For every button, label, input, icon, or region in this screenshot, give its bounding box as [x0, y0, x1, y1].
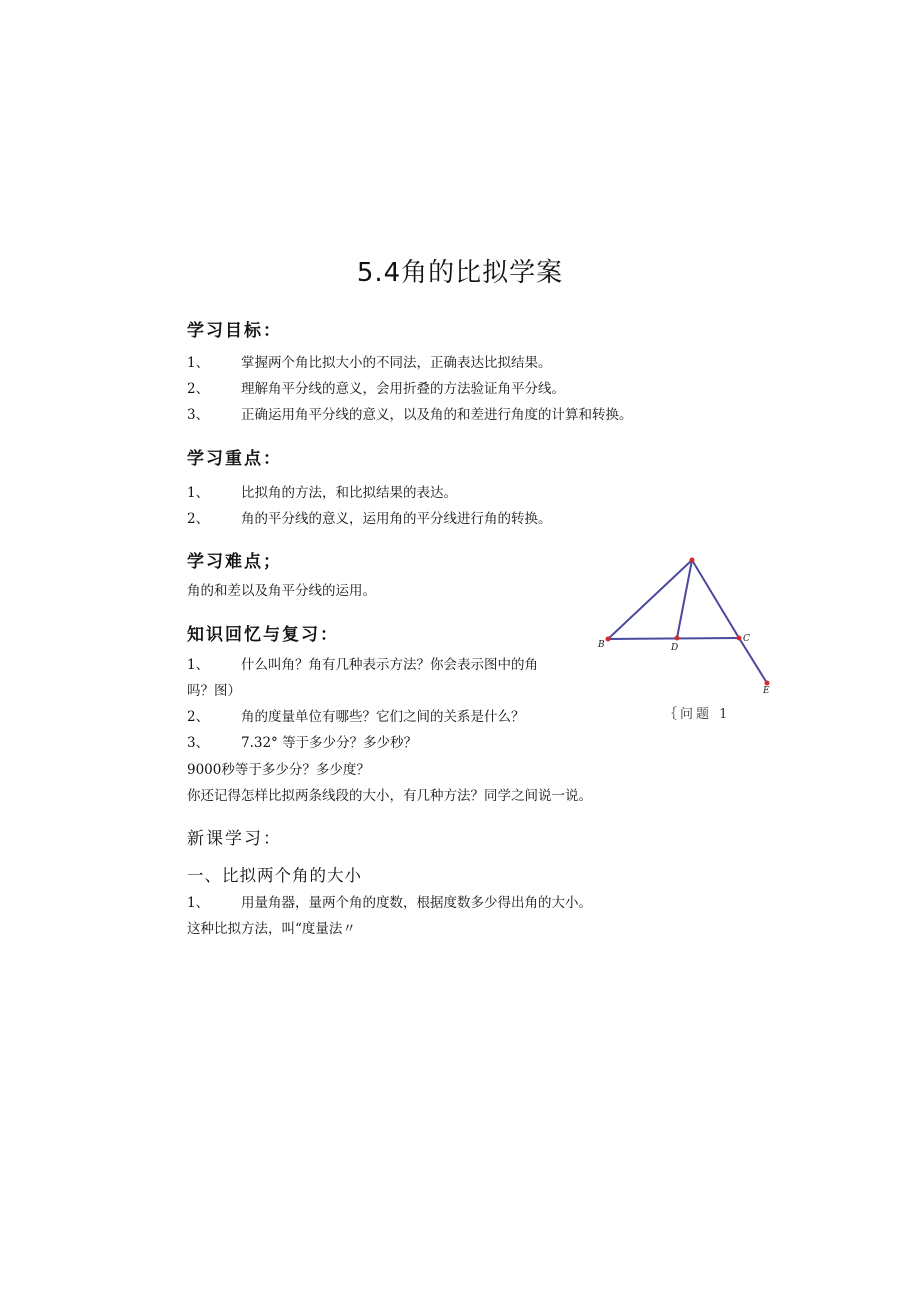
item-number: 3、 [187, 407, 210, 423]
item-text: 比拟角的方法，和比拟结果的表达。 [241, 485, 457, 501]
label-b: B [598, 640, 605, 650]
figure-caption: ｛问题 1 [664, 707, 731, 722]
item-text: 理解角平分线的意义，会用折叠的方法验证角平分线。 [241, 381, 565, 397]
item-text: 什么叫角？角有几种表示方法？你会表示图中的角 [241, 657, 538, 673]
new-lesson-item-1 [187, 894, 592, 912]
item-number: 3、 [187, 735, 210, 751]
point-b [606, 637, 611, 642]
item-text: 角的平分线的意义，运用角的平分线进行角的转换。 [241, 511, 552, 527]
item-text: 正确运用角平分线的意义，以及角的和差进行角度的计算和转换。 [241, 407, 633, 423]
triangle-figure [596, 552, 780, 698]
point-c [737, 636, 742, 641]
section-compare-angles: 一、比拟两个角的大小 [187, 866, 362, 885]
page-title: 5.4角的比拟学案 [356, 258, 564, 288]
segment-a-c [692, 560, 739, 638]
item-text: 用量角器，量两个角的度数，根据度数多少得出角的大小。 [241, 895, 592, 911]
item-number: 2、 [187, 381, 210, 397]
item-number: 2、 [187, 709, 210, 725]
new-lesson-heading: 新课学习： [187, 829, 282, 849]
objective-item-1 [187, 354, 552, 372]
review-9000-seconds: 9000秒等于多少分？多少度？ [187, 762, 370, 778]
objective-item-2 [187, 380, 565, 398]
difficulties-heading: 学习难点； [187, 552, 282, 572]
item-number: 2、 [187, 511, 210, 527]
review-item-1 [187, 656, 538, 674]
item-number: 1、 [187, 657, 210, 673]
measuring-method-note: 这种比拟方法，叫“度量法〃 [187, 921, 356, 937]
objectives-heading: 学习目标： [187, 321, 282, 341]
label-d: D [671, 643, 679, 653]
item-number: 1、 [187, 485, 210, 501]
objective-item-3 [187, 406, 633, 424]
segment-b-c [608, 638, 739, 639]
review-item-1-continued: 吗？图） [187, 683, 241, 699]
key-points-heading: 学习重点： [187, 449, 282, 469]
segment-c-e [739, 638, 767, 683]
item-text: 角的度量单位有哪些？它们之间的关系是什么？ [241, 709, 525, 725]
review-line-segments: 你还记得怎样比拟两条线段的大小，有几种方法？同学之间说一说。 [187, 788, 592, 804]
item-number: 1、 [187, 355, 210, 371]
point-a [690, 558, 695, 563]
label-c: C [743, 634, 750, 644]
review-item-3 [187, 734, 417, 752]
point-d [675, 636, 680, 641]
key-point-item-1 [187, 484, 457, 502]
difficulties-text: 角的和差以及角平分线的运用。 [187, 583, 376, 599]
item-text: 7.32° 等于多少分？多少秒？ [241, 735, 418, 751]
point-e [765, 681, 770, 686]
label-e: E [763, 686, 770, 696]
item-number: 1、 [187, 895, 210, 911]
key-point-item-2 [187, 510, 552, 528]
review-item-2 [187, 708, 525, 726]
item-text: 掌握两个角比拟大小的不同法，正确表达比拟结果。 [241, 355, 552, 371]
review-heading: 知识回忆与复习： [187, 625, 339, 645]
